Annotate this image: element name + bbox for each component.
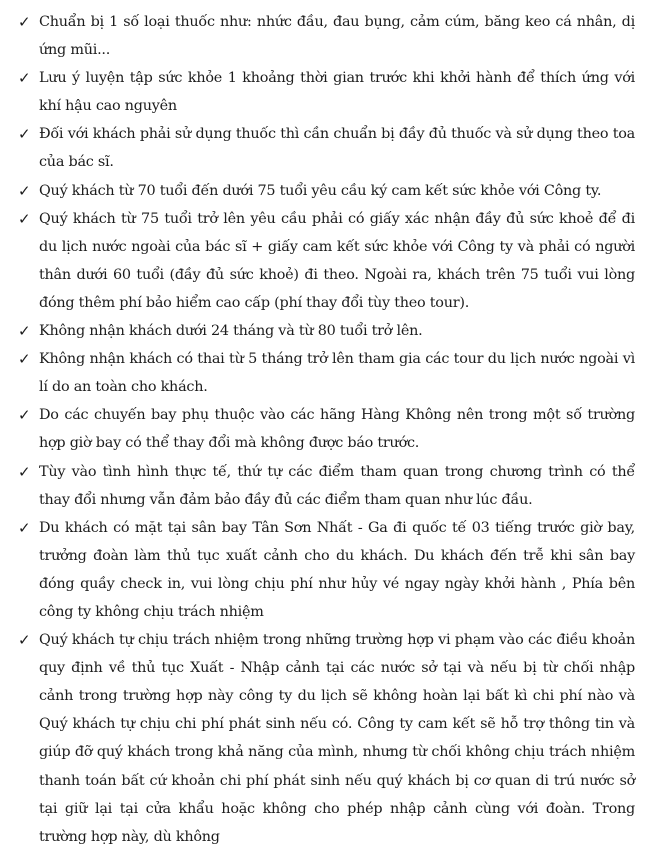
list-item-text: Quý khách từ 75 tuổi trở lên yêu cầu phải có giấy xác nhận đầy đủ sức khoẻ để đi du lịch nước ngoài của bác sĩ + giấy cam kết sức khỏe với Công ty và phải có người thân dưới 60 tuổi (đầy đủ sức khoẻ) đi theo. Ngoài ra, khách trên 75 tuổi vui lòng đóng thêm phí bảo hiểm cao cấp (phí thay đổi tùy theo tour). [39, 210, 635, 311]
check-mark-icon: ✓ [18, 518, 31, 537]
list-item-text: Do các chuyến bay phụ thuộc vào các hãng Hàng Không nên trong một số trường hợp giờ bay có thể thay đổi mà không được báo trước. [39, 407, 635, 452]
check-mark-icon: ✓ [18, 69, 31, 88]
check-mark-icon: ✓ [18, 322, 31, 341]
list-item [18, 317, 635, 345]
check-mark-icon: ✓ [18, 631, 31, 650]
list-item-text: Quý khách từ 70 tuổi đến dưới 75 tuổi yêu cầu ký cam kết sức khỏe với Công ty. [39, 182, 602, 199]
check-mark-icon: ✓ [18, 125, 31, 144]
list-item [18, 458, 635, 514]
check-mark-icon: ✓ [18, 350, 31, 369]
list-item [18, 177, 635, 205]
list-item-text: Không nhận khách có thai từ 5 tháng trở lên tham gia các tour du lịch nước ngoài vì lí do an toàn cho khách. [39, 351, 635, 396]
list-item-text: Tùy vào tình hình thực tế, thứ tự các điểm tham quan trong chương trình có thể thay đổi nhưng vẫn đảm bảo đầy đủ các điểm tham quan như lúc đầu. [39, 463, 635, 508]
list-item [18, 514, 635, 626]
check-mark-icon: ✓ [18, 181, 31, 200]
list-item [18, 8, 635, 64]
list-item [18, 345, 635, 401]
travel-notes-list [18, 8, 635, 851]
check-mark-icon: ✓ [18, 406, 31, 425]
list-item [18, 626, 635, 851]
check-mark-icon: ✓ [18, 13, 31, 31]
list-item-text: Đối với khách phải sử dụng thuốc thì cần chuẩn bị đầy đủ thuốc và sử dụng theo toa của bác sĩ. [39, 126, 635, 171]
list-item [18, 120, 635, 176]
list-item [18, 205, 635, 317]
list-item-text: Không nhận khách dưới 24 tháng và từ 80 tuổi trở lên. [39, 323, 423, 340]
list-item [18, 64, 635, 120]
list-item [18, 401, 635, 457]
list-item-text: Lưu ý luyện tập sức khỏe 1 khoảng thời gian trước khi khởi hành để thích ứng với khí hậu cao nguyên [39, 70, 635, 115]
list-item-text: Quý khách tự chịu trách nhiệm trong những trường hợp vi phạm vào các điều khoản quy định về thủ tục Xuất - Nhập cảnh tại các nước sở tại và nếu bị từ chối nhập cảnh trong trường hợp này công ty du lịch sẽ không hoàn lại bất kì chi phí nào và Quý khách tự chịu chi phí phát sinh nếu có. Công ty cam kết sẽ hỗ trợ thông tin và giúp đỡ quý khách trong khả năng của mình, nhưng từ chối không chịu trách nhiệm thanh toán bất cứ khoản chi phí phát sinh nếu quý khách bị cơ quan di trú nước sở tại giữ lại tại cửa khẩu hoặc không cho phép nhập cảnh cùng với đoàn. Trong trường hợp này, dù không [39, 632, 635, 845]
list-item-text: Du khách có mặt tại sân bay Tân Sơn Nhất - Ga đi quốc tế 03 tiếng trước giờ bay, trưởng đoàn làm thủ tục xuất cảnh cho du khách. Du khách đến trễ khi sân bay đóng quầy check in, vui lòng chịu phí như hủy vé ngay ngày khởi hành , Phía bên công ty không chịu trách nhiệm [39, 519, 635, 620]
list-item-text: Chuẩn bị 1 số loại thuốc như: nhức đầu, đau bụng, cảm cúm, băng keo cá nhân, dị ứng mũi... [39, 14, 635, 59]
check-mark-icon: ✓ [18, 209, 31, 228]
check-mark-icon: ✓ [18, 462, 31, 481]
